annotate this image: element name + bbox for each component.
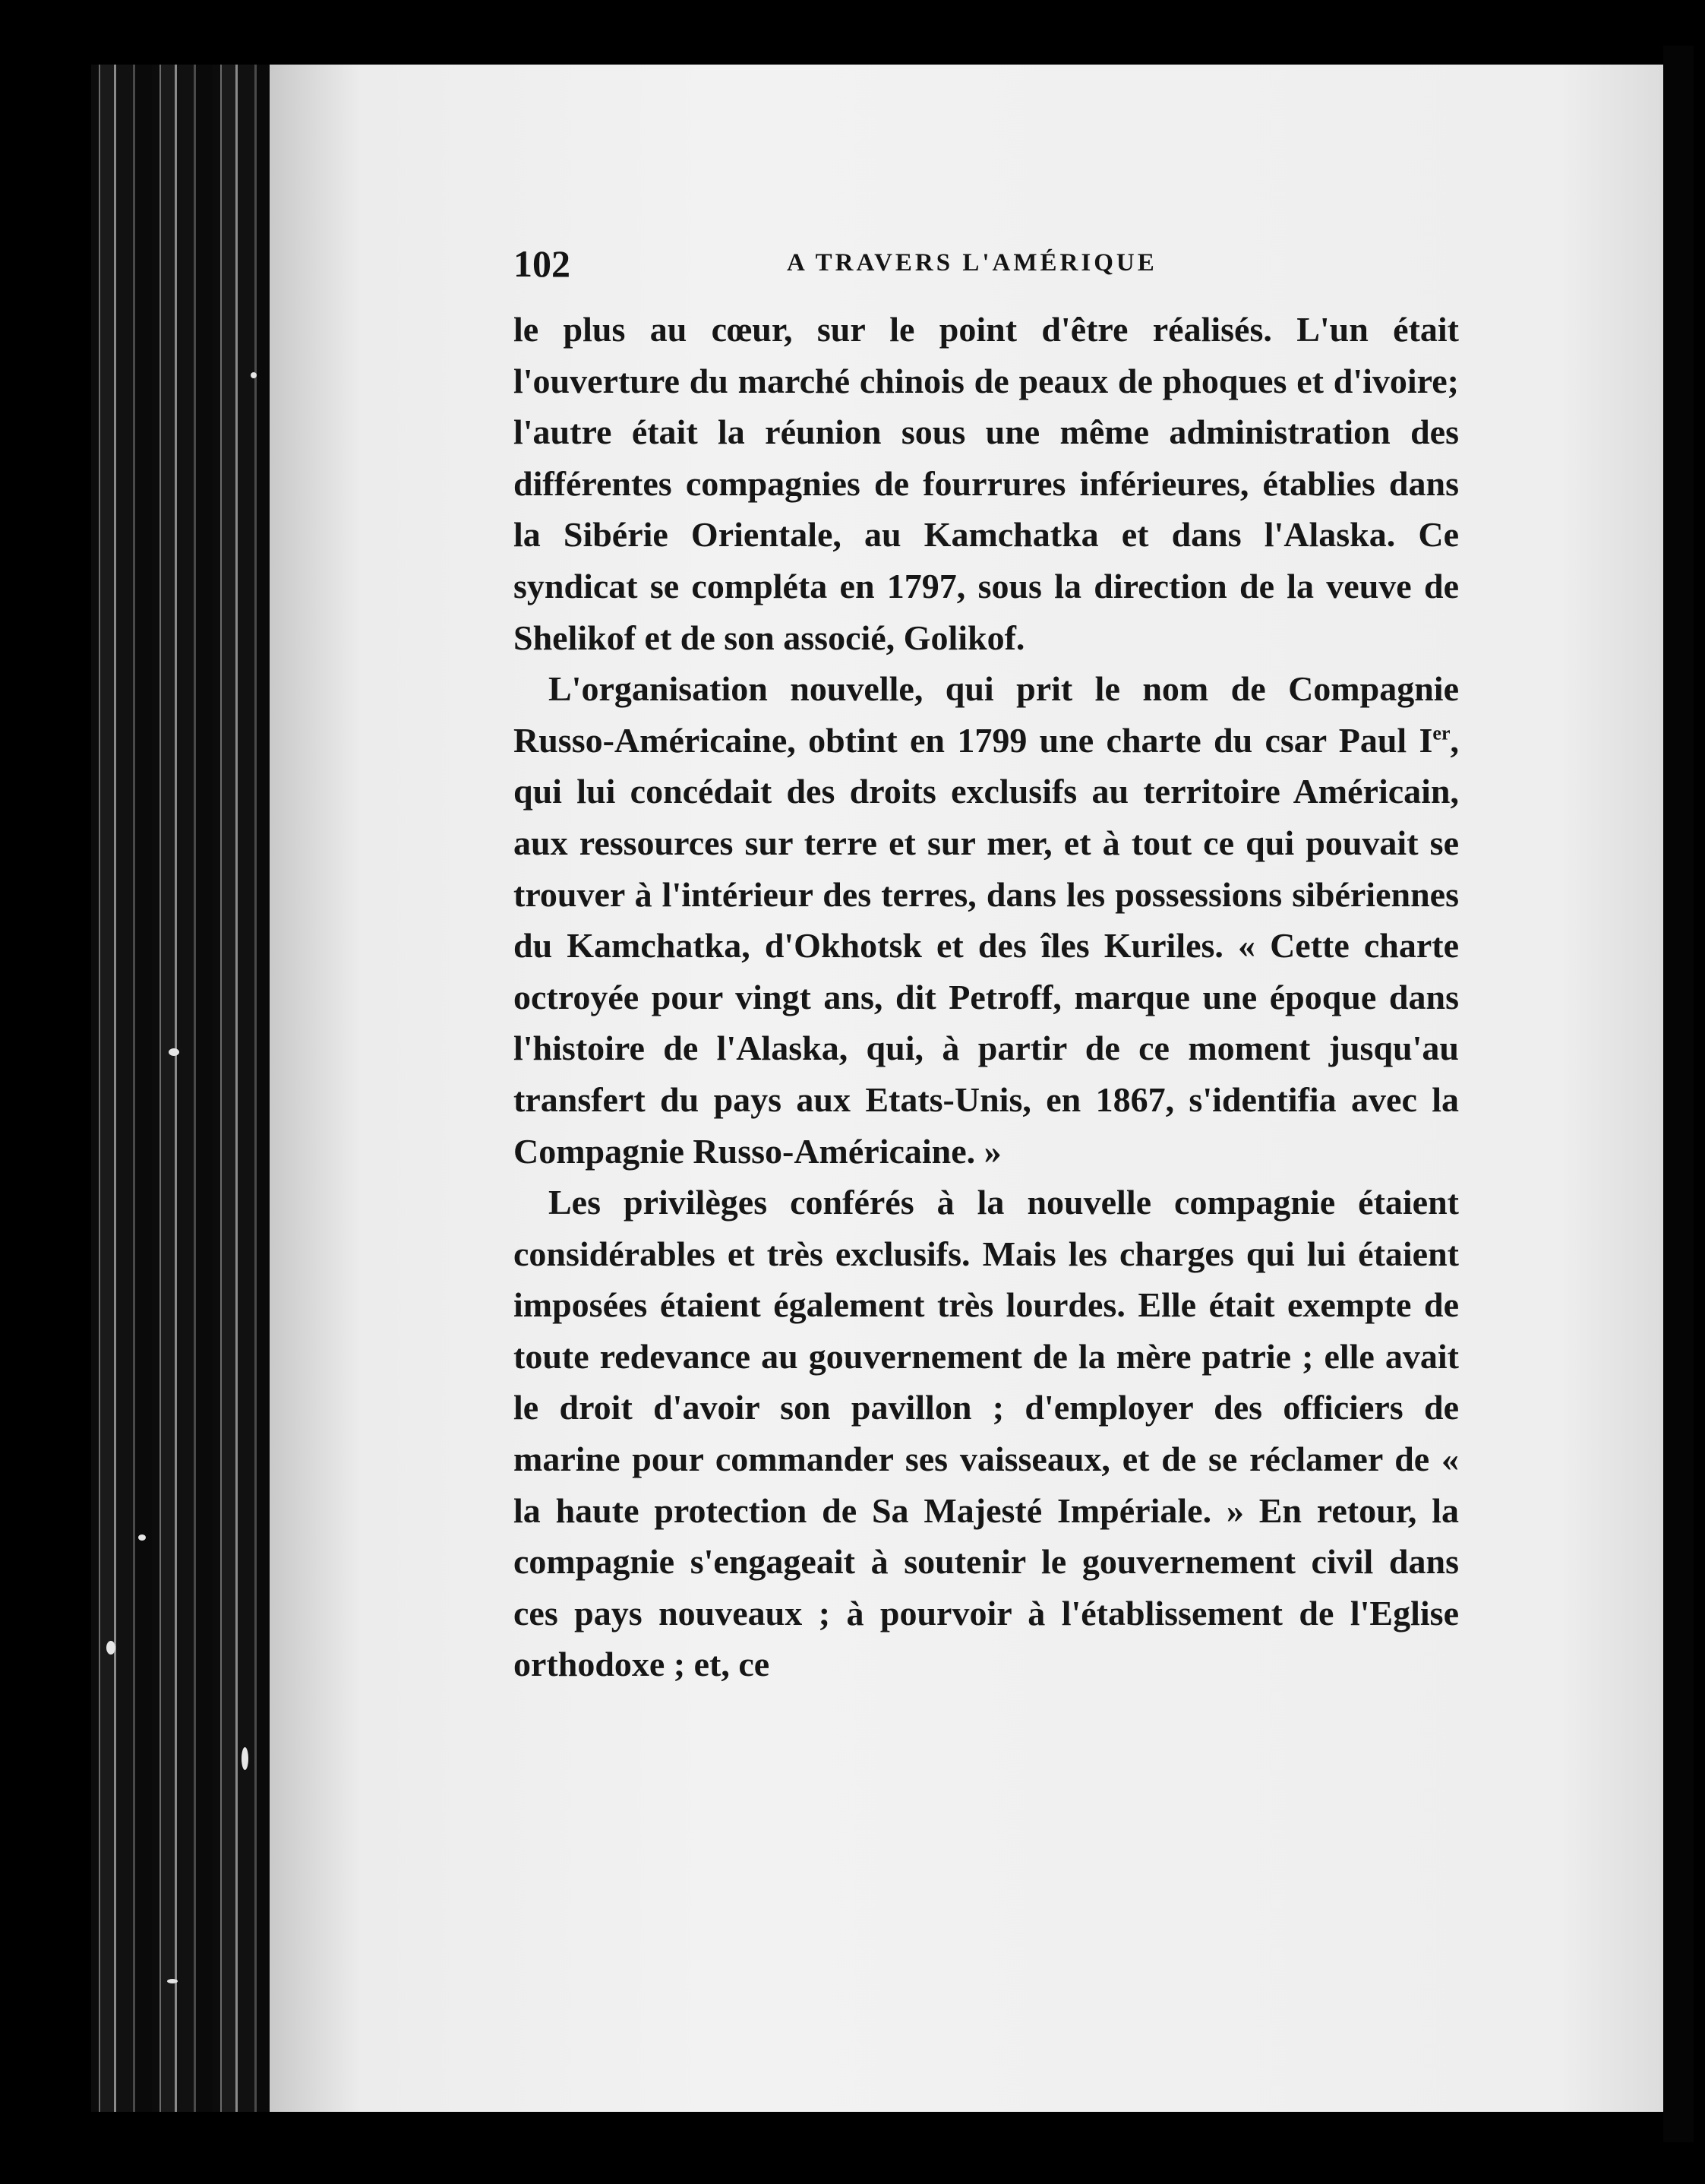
page-body bbox=[513, 304, 1459, 1690]
dust-speck bbox=[242, 1747, 248, 1770]
dust-speck bbox=[138, 1534, 146, 1541]
paragraph bbox=[513, 663, 1459, 1177]
dust-speck bbox=[251, 372, 257, 378]
page-header bbox=[513, 242, 1459, 287]
dust-speck bbox=[106, 1641, 115, 1655]
paragraph-text: , qui lui concédait des droits exclusifs au territoire Américain, aux ressources sur terre et sur mer, et à tout ce qui pouvait se trouver à l'intérieur des terres, dans les possessions sibériennes du Kamchatka, d'Okhotsk et des îles Kuriles. « Cette charte octroyée pour vingt ans, dit Petroff, marque une époque dans l'histoire de l'Alaska, qui, à partir de ce moment jusqu'au transfert du pays aux Etats-Unis, en 1867, s'identifia avec la Compagnie Russo-Américaine. » bbox=[513, 720, 1459, 1171]
paragraph: le plus au cœur, sur le point d'être réalisés. L'un était l'ouverture du marché chinois de peaux de phoques et d'ivoire; l'autre était la réunion sous une même administration des différentes compagnies de fourrures inférieures, établies dans la Sibérie Orientale, au Kamchatka et dans l'Alaska. Ce syndicat se compléta en 1797, sous la direction de la veuve de Shelikof et de son associé, Golikof. bbox=[513, 310, 1459, 657]
book-spine-edge bbox=[91, 65, 273, 2112]
page-right-edge bbox=[1663, 46, 1694, 2142]
page-number: 102 bbox=[513, 242, 570, 285]
running-title: A TRAVERS L'AMÉRIQUE bbox=[787, 249, 1157, 277]
paragraph: Les privilèges conférés à la nouvelle compagnie étaient considérables et très exclusifs. Mais les charges qui lui étaient imposées étaient également très lourdes. Elle était exempte de toute redevance au gouvernement de la mère patrie ; elle avait le droit d'avoir son pavillon ; d'employer des officiers de marine pour commander ses vaisseaux, et de se réclamer de « la haute protection de Sa Majesté Impériale. » En retour, la compagnie s'engageait à soutenir le gouvernement civil dans ces pays nouveaux ; à pourvoir à l'établissement de l'Eglise orthodoxe ; et, ce bbox=[513, 1183, 1459, 1684]
dust-speck bbox=[169, 1048, 179, 1056]
superscript-er: er bbox=[1432, 722, 1451, 744]
dust-speck bbox=[167, 1979, 178, 1983]
paragraph-text: L'organisation nouvelle, qui prit le nom de Compagnie Russo-Américaine, obtint en 1799 une charte du csar Paul I bbox=[513, 669, 1459, 760]
